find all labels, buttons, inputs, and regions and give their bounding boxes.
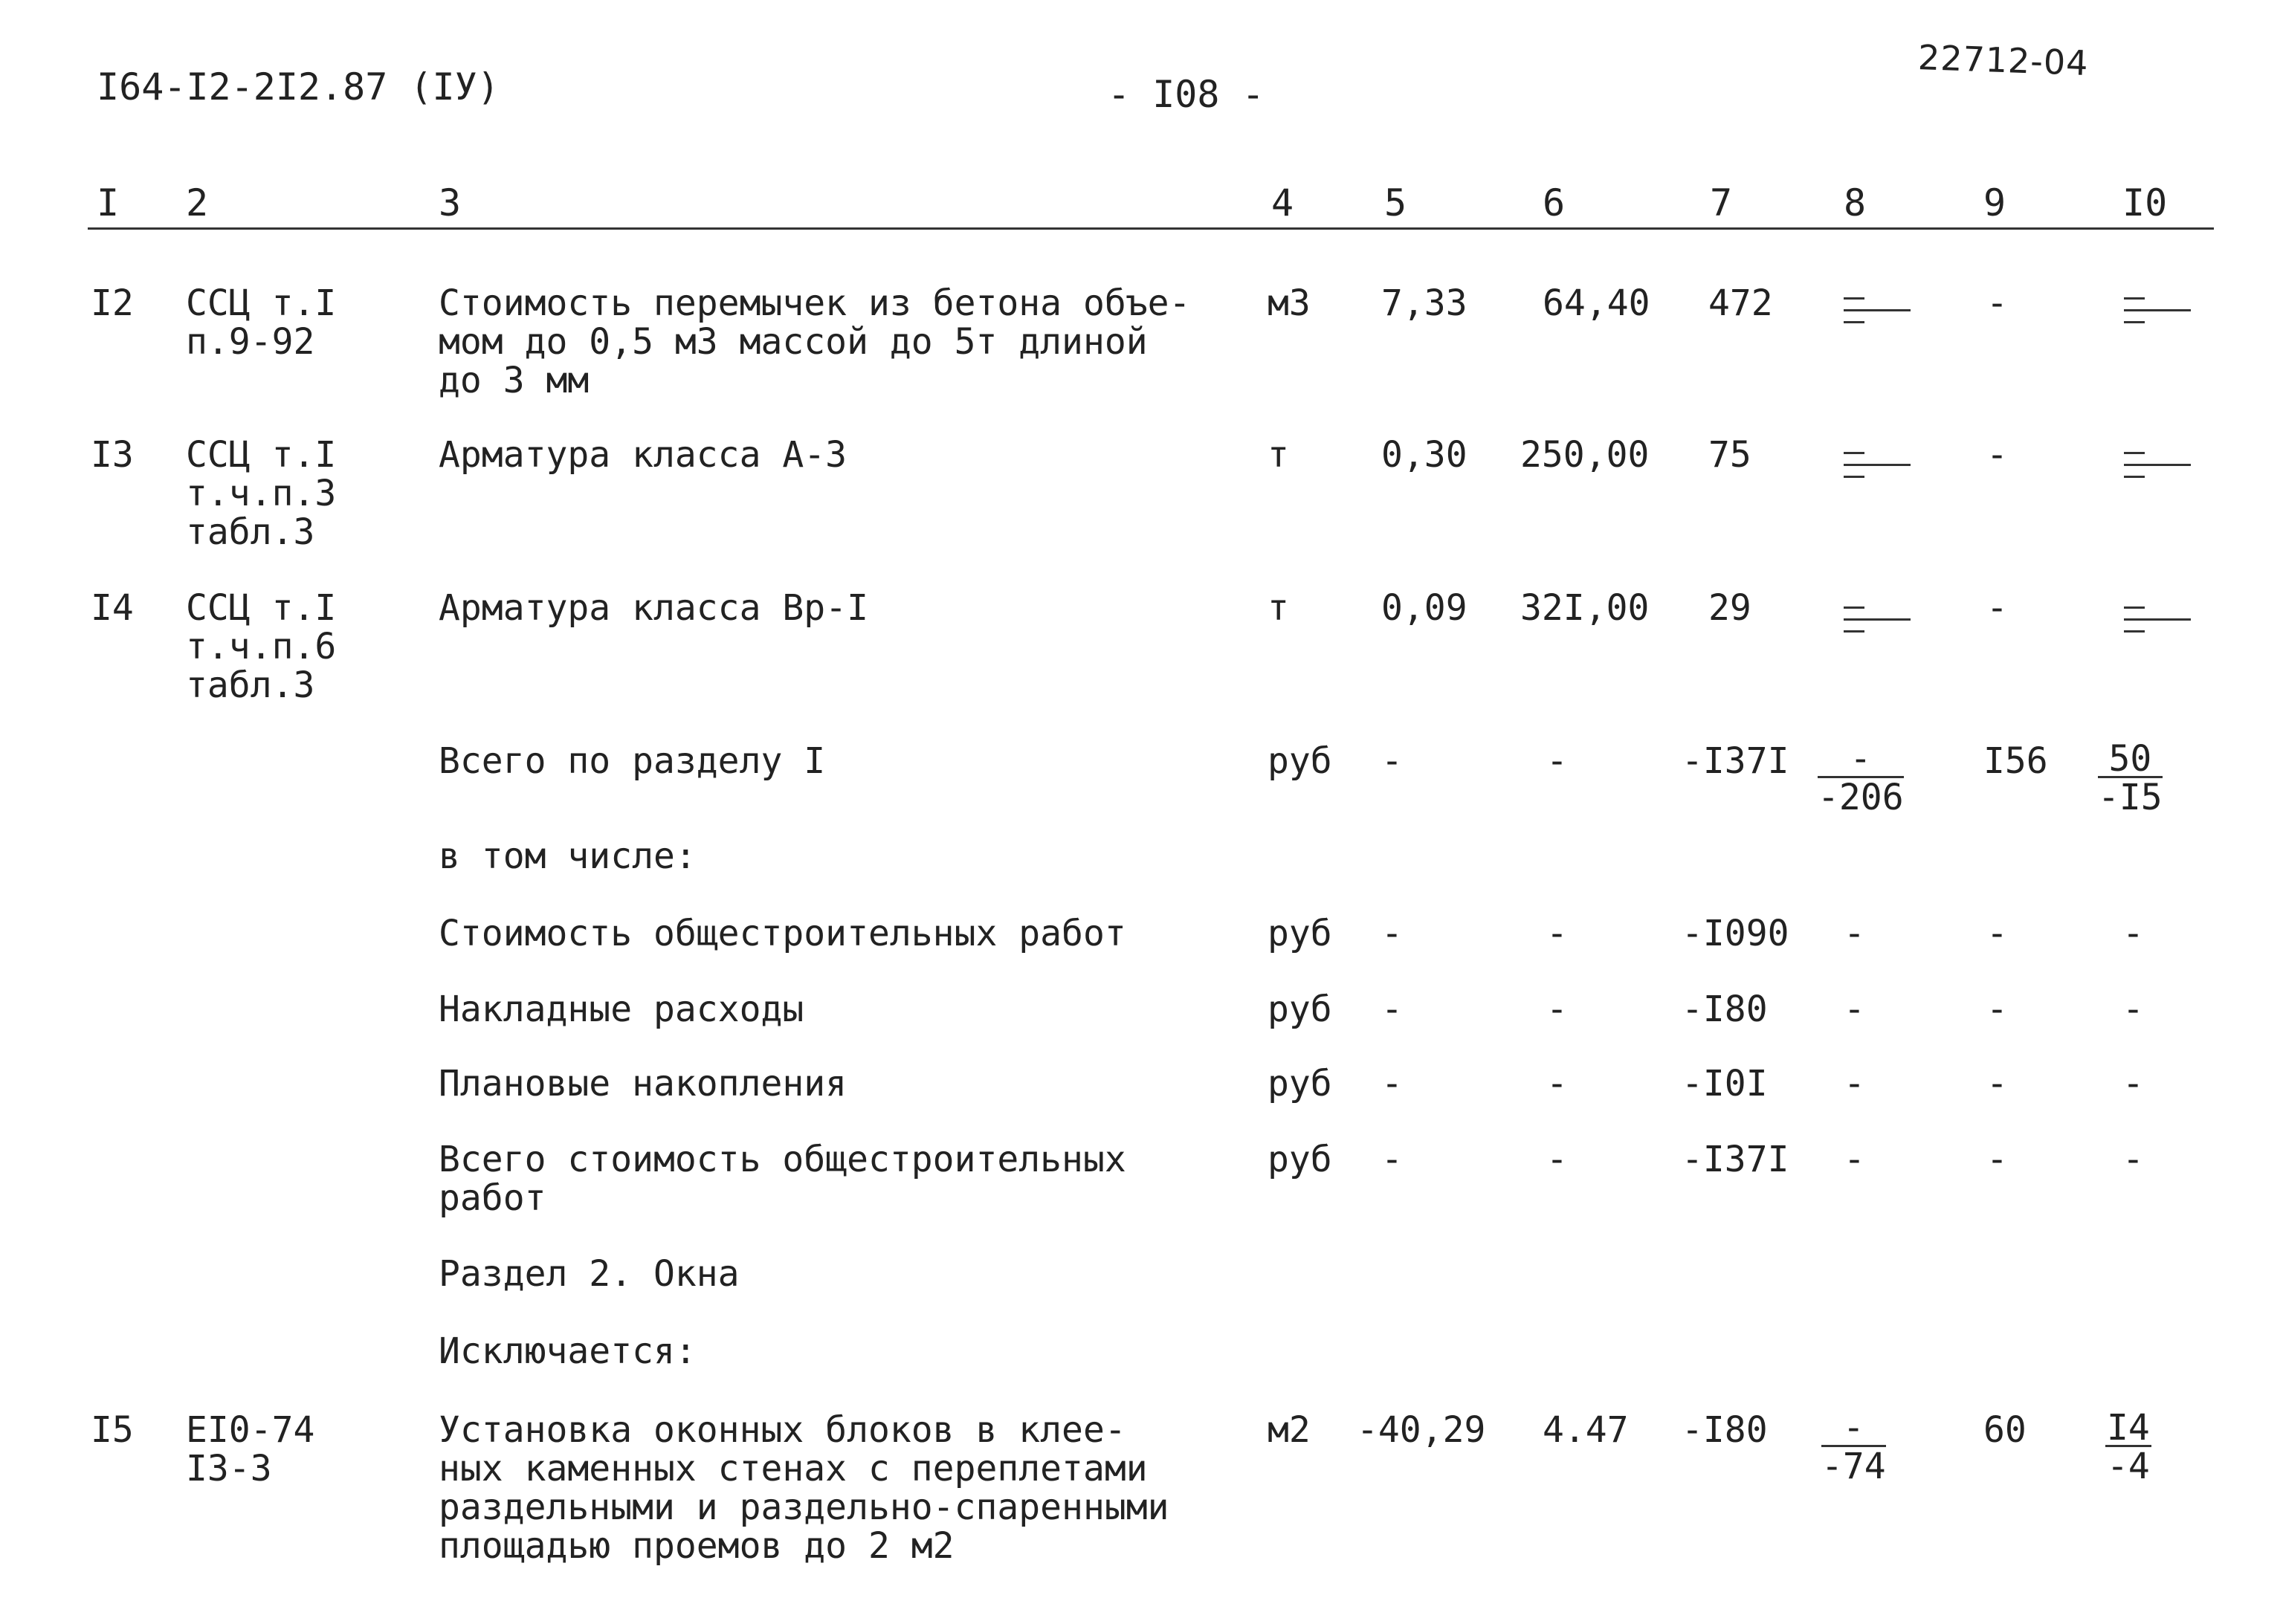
row-unit-price: - bbox=[1546, 740, 1568, 782]
row-col8: - bbox=[1844, 1063, 1865, 1104]
row-total: -I80 bbox=[1682, 1409, 1768, 1451]
handwritten-stamp: 22712-04 bbox=[1917, 37, 2090, 83]
row-unit: руб bbox=[1268, 913, 1332, 954]
row-unit-price: - bbox=[1546, 1139, 1568, 1180]
row-total: 75 bbox=[1708, 434, 1751, 476]
fraction-numerator: - bbox=[1821, 1411, 1886, 1447]
column-header-10: I0 bbox=[2122, 181, 2168, 224]
row-total: -I37I bbox=[1682, 740, 1789, 782]
row-quantity: -40,29 bbox=[1357, 1409, 1486, 1451]
row-col9: I56 bbox=[1983, 740, 2048, 782]
row-total: -I37I bbox=[1682, 1139, 1789, 1180]
row-col10-mark bbox=[2124, 599, 2191, 641]
row-unit: руб bbox=[1268, 1139, 1332, 1180]
column-header-7: 7 bbox=[1710, 181, 1733, 224]
row-description: Накладные расходы bbox=[439, 989, 804, 1030]
header-rule bbox=[88, 227, 2214, 230]
row-unit: м2 bbox=[1268, 1409, 1311, 1451]
fraction-numerator: - bbox=[1818, 742, 1904, 778]
row-col10: - bbox=[2122, 1063, 2144, 1104]
column-header-6: 6 bbox=[1543, 181, 1566, 224]
row-unit: м3 bbox=[1268, 282, 1311, 324]
row-col9: - bbox=[1986, 587, 2008, 629]
row-col10-mark bbox=[2124, 444, 2191, 486]
row-reference: ЕI0-74 I3-3 bbox=[186, 1409, 315, 1489]
row-total: -I80 bbox=[1682, 989, 1768, 1030]
row-description: Стоимость общестроительных работ bbox=[439, 913, 1126, 954]
row-quantity: - bbox=[1381, 913, 1403, 954]
fraction-denominator: -74 bbox=[1821, 1446, 1886, 1487]
row-col8: - bbox=[1844, 989, 1865, 1030]
row-col10-mark bbox=[2124, 290, 2191, 331]
row-unit-price: - bbox=[1546, 989, 1568, 1030]
row-quantity: 0,09 bbox=[1381, 587, 1467, 629]
row-col10-fraction bbox=[2098, 738, 2163, 818]
row-unit: т bbox=[1268, 587, 1289, 629]
fraction-denominator: -I5 bbox=[2098, 777, 2163, 818]
column-header-5: 5 bbox=[1384, 181, 1407, 224]
column-header-9: 9 bbox=[1983, 181, 2006, 224]
row-number: I5 bbox=[91, 1409, 134, 1451]
row-col8-mark bbox=[1844, 599, 1911, 641]
row-description: Всего стоимость общестроительных работ bbox=[439, 1139, 1126, 1219]
row-quantity: - bbox=[1381, 1063, 1403, 1104]
row-quantity: 0,30 bbox=[1381, 434, 1467, 476]
row-total: 472 bbox=[1708, 282, 1773, 324]
column-header-4: 4 bbox=[1271, 181, 1294, 224]
row-col9: - bbox=[1986, 1063, 2008, 1104]
row-description: в том числе: bbox=[439, 835, 697, 877]
row-unit-price: - bbox=[1546, 913, 1568, 954]
row-total: -I090 bbox=[1682, 913, 1789, 954]
row-number: I3 bbox=[91, 434, 134, 476]
row-description: Плановые накопления bbox=[439, 1063, 847, 1104]
row-description: Всего по разделу I bbox=[439, 740, 826, 782]
row-unit: руб bbox=[1268, 1063, 1332, 1104]
row-reference: ССЦ т.I т.ч.п.3 табл.3 bbox=[186, 434, 337, 553]
row-quantity: - bbox=[1381, 989, 1403, 1030]
row-col10: - bbox=[2122, 913, 2144, 954]
row-col8: - bbox=[1844, 913, 1865, 954]
row-unit-price: 250,00 bbox=[1520, 434, 1650, 476]
row-col8-mark bbox=[1844, 444, 1911, 486]
row-quantity: - bbox=[1381, 1139, 1403, 1180]
row-col10: - bbox=[2122, 1139, 2144, 1180]
row-col9: - bbox=[1986, 989, 2008, 1030]
row-total: 29 bbox=[1708, 587, 1751, 629]
row-unit: руб bbox=[1268, 740, 1332, 782]
row-col9: - bbox=[1986, 282, 2008, 324]
row-col8-fraction bbox=[1818, 738, 1904, 818]
row-col9: - bbox=[1986, 434, 2008, 476]
row-description: Стоимость перемычек из бетона объе- мом до 0,5 м3 массой до 5т длиной до 3 мм bbox=[439, 282, 1191, 401]
row-col8-fraction bbox=[1821, 1407, 1886, 1487]
row-number: I4 bbox=[91, 587, 134, 629]
row-quantity: - bbox=[1381, 740, 1403, 782]
row-col8: - bbox=[1844, 1139, 1865, 1180]
row-reference: ССЦ т.I т.ч.п.6 табл.3 bbox=[186, 587, 337, 706]
row-col9: - bbox=[1986, 913, 2008, 954]
row-col10: - bbox=[2122, 989, 2144, 1030]
row-unit: т bbox=[1268, 434, 1289, 476]
fraction-numerator: 50 bbox=[2098, 742, 2163, 778]
row-quantity: 7,33 bbox=[1381, 282, 1467, 324]
section-title: Раздел 2. Окна bbox=[439, 1253, 740, 1295]
fraction-numerator: I4 bbox=[2107, 1407, 2150, 1449]
row-unit-price: - bbox=[1546, 1063, 1568, 1104]
page-number: - I08 - bbox=[1108, 73, 1265, 116]
column-header-1: I bbox=[97, 181, 120, 224]
row-unit-price: 32I,00 bbox=[1520, 587, 1650, 629]
row-total: -I0I bbox=[1682, 1063, 1768, 1104]
column-header-2: 2 bbox=[186, 181, 209, 224]
row-unit-price: 4.47 bbox=[1543, 1409, 1629, 1451]
row-reference: ССЦ т.I п.9-92 bbox=[186, 282, 337, 363]
row-unit-price: 64,40 bbox=[1543, 282, 1650, 324]
row-number: I2 bbox=[91, 282, 134, 324]
row-unit: руб bbox=[1268, 989, 1332, 1030]
row-description: Арматура класса А-3 bbox=[439, 434, 847, 476]
column-header-8: 8 bbox=[1844, 181, 1867, 224]
fraction-denominator: -206 bbox=[1818, 777, 1904, 818]
document-code: I64-I2-2I2.87 (IУ) bbox=[97, 65, 500, 109]
row-col9: - bbox=[1986, 1139, 2008, 1180]
row-col8-mark bbox=[1844, 290, 1911, 331]
row-col9: 60 bbox=[1983, 1409, 2027, 1451]
column-header-3: 3 bbox=[439, 181, 462, 224]
fraction-denominator: -4 bbox=[2107, 1446, 2150, 1487]
row-description: Арматура класса Вр-I bbox=[439, 587, 868, 629]
row-col10-fraction bbox=[2105, 1407, 2151, 1487]
row-description: Исключается: bbox=[439, 1330, 697, 1372]
row-description: Установка оконных блоков в клее- ных каменных стенах с переплетами раздельными и раздельно-спаренными площадью проемов до 2 м2 bbox=[439, 1409, 1169, 1567]
